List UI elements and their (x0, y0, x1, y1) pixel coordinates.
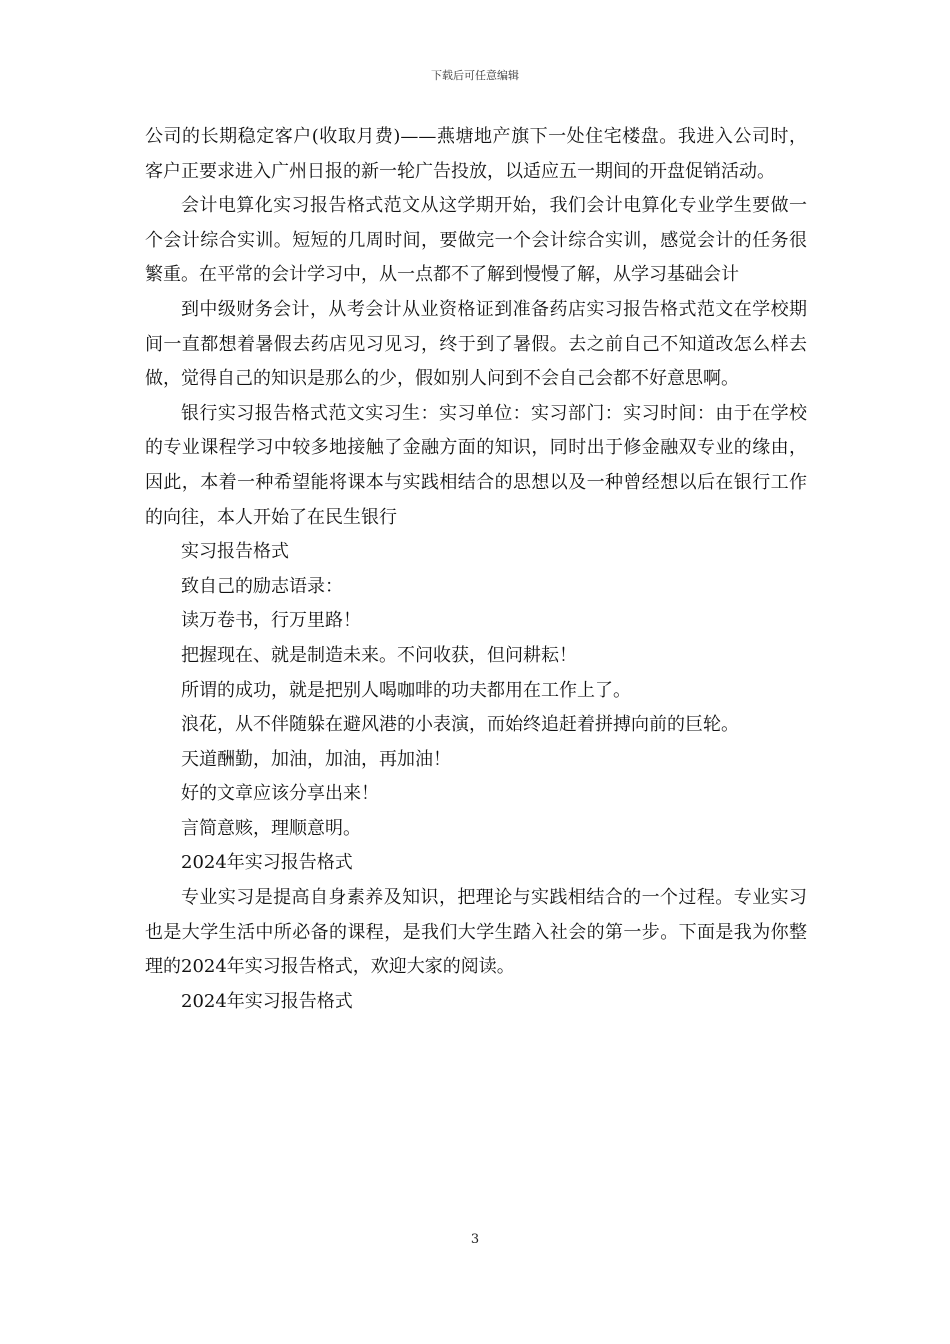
section-heading: 2024年实习报告格式 (181, 852, 353, 874)
text-line: 致自己的励志语录： (181, 575, 343, 597)
paragraph: 公司的长期稳定客户(收取月费)——燕塘地产旗下一处住宅楼盘。我进入公司时，客户正要求进入广州日报的新一轮广告投放，以适应五一期间的开盘促销活动。 (145, 126, 807, 182)
page-number: 3 (470, 1232, 480, 1247)
quote-line: 天道酬勤，加油，加油，再加油！ (181, 748, 451, 770)
quote-line: 把握现在、就是制造未来。不问收获，但问耕耘！ (181, 644, 577, 666)
document-body (145, 120, 807, 1019)
paragraph: 会计电算化实习报告格式范文从这学期开始，我们会计电算化专业学生要做一个会计综合实训。短短的几周时间，要做完一个会计综合实训，感觉会计的任务很繁重。在平常的会计学习中，从一点都不了解到慢慢了解，从学习基础会计 (145, 195, 807, 286)
paragraph: 到中级财务会计，从考会计从业资格证到准备药店实习报告格式范文在学校期间一直都想着暑假去药店见习见习，终于到了暑假。去之前自己不知道改怎么样去做，觉得自己的知识是那么的少，假如别人问到不会自己会都不好意思啊。 (145, 298, 807, 390)
quote-line: 所谓的成功，就是把别人喝咖啡的功夫都用在工作上了。 (181, 679, 631, 701)
section-heading: 2024年实习报告格式 (181, 990, 353, 1012)
quote-line: 言简意赅，理顺意明。 (181, 817, 361, 839)
page-header: 下载后可任意编辑 (431, 69, 519, 82)
quote-line: 浪花，从不伴随躲在避风港的小表演，而始终追赶着拼搏向前的巨轮。 (181, 714, 739, 736)
quote-line: 读万卷书，行万里路！ (181, 610, 361, 632)
quote-line: 好的文章应该分享出来！ (181, 783, 379, 805)
paragraph: 专业实习是提高自身素养及知识，把理论与实践相结合的一个过程。专业实习也是大学生活中所必备的课程，是我们大学生踏入社会的第一步。下面是我为你整理的2024年实习报告格式，欢迎大家的阅读。 (145, 887, 807, 978)
section-heading: 实习报告格式 (181, 541, 289, 563)
paragraph: 银行实习报告格式范文实习生：实习单位：实习部门：实习时间：由于在学校的专业课程学习中较多地接触了金融方面的知识，同时出于修金融双专业的缘由，因此，本着一种希望能将课本与实践相结合的思想以及一种曾经想以后在银行工作的向往，本人开始了在民生银行 (145, 402, 807, 528)
